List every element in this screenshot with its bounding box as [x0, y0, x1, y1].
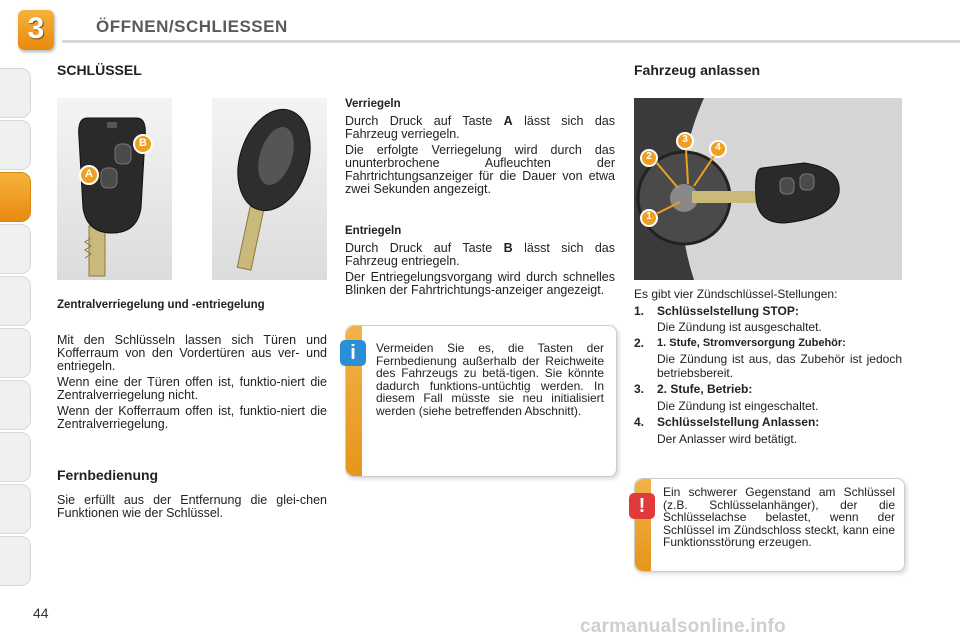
ignition-item-1-title: [657, 304, 902, 318]
fahrzeug-anlassen-heading: Fahrzeug anlassen: [634, 62, 761, 78]
item-4-number: 4.: [634, 415, 645, 429]
watermark: carmanualsonline.info: [580, 616, 786, 637]
ignition-marker-2: 2: [646, 151, 652, 162]
ignition-item-2-title: [657, 336, 907, 350]
page-number: 44: [33, 605, 49, 621]
warning-note-text: Ein schwerer Gegenstand am Schlüssel (z.B. Schlüsselanhänger), der die Schlüsselachse belastet, wenn der Schlüssel im Zündschloss steckt, kann eine Funktionsstörung erzeugen.: [663, 485, 895, 549]
plain-key-image: [212, 98, 327, 280]
chapter-tab-6[interactable]: [0, 328, 31, 378]
chapter-tab-1[interactable]: [0, 68, 31, 118]
item-1-number: 1.: [634, 304, 645, 318]
entriegeln-text-post: lässt sich das Fahrzeug entriegeln.: [345, 241, 615, 268]
chapter-title: ÖFFNEN/SCHLIESSEN: [96, 17, 288, 36]
ignition-item-1-num: [634, 304, 644, 318]
item-2-number: 2.: [634, 336, 645, 350]
ignition-item-2-desc: Die Zündung ist aus, das Zubehör ist jedoch betriebsbereit.: [657, 352, 902, 380]
entriegeln-heading: Entriegeln: [345, 225, 402, 237]
chapter-tab-9[interactable]: [0, 484, 31, 534]
fernbedienung-paragraph: Sie erfüllt aus der Entfernung die glei-chen Funktionen wie der Schlüssel.: [57, 493, 327, 520]
ignition-item-4-title: [657, 415, 902, 429]
remote-key-illustration: [57, 98, 172, 280]
ignition-item-2-num: [634, 336, 644, 350]
item-3-number: 3.: [634, 382, 645, 396]
item-2-title: 1. Stufe, Stromversorgung Zubehör:: [657, 337, 846, 349]
ignition-marker-4: 4: [715, 142, 721, 153]
entriegeln-key-b: B: [503, 241, 513, 255]
ignition-item-3-desc: Die Zündung ist eingeschaltet.: [657, 399, 819, 413]
verriegeln-text-post: lässt sich das Fahrzeug verriegeln.: [345, 114, 615, 141]
header-divider: [62, 40, 960, 43]
ignition-image: [634, 98, 902, 280]
verriegeln-paragraph-1: [345, 115, 615, 141]
verriegeln-paragraph-2: Die erfolgte Verriegelung wird durch das ununterbrochene Aufleuchten der Fahrtrichtungsanzeiger für die Dauer von etwa zwei Sekunden angezeigt.: [345, 143, 615, 196]
warning-icon: !: [629, 493, 655, 519]
chapter-tab-3-active[interactable]: [0, 172, 31, 222]
zentral-paragraph-1: Mit den Schlüsseln lassen sich Türen und Kofferraum von den Vordertüren aus ver- und entriegeln.: [57, 333, 327, 373]
key-button-label-b: B: [139, 137, 147, 149]
key-button-label-a: A: [85, 168, 93, 180]
ignition-item-1-desc: Die Zündung ist ausgeschaltet.: [657, 320, 822, 334]
entriegeln-paragraph-1: [345, 242, 615, 268]
chapter-tab-8[interactable]: [0, 432, 31, 482]
info-note: [345, 325, 617, 477]
fernbedienung-heading: Fernbedienung: [57, 467, 159, 483]
entriegeln-paragraph-2: Der Entriegelungsvorgang wird durch schnelles Blinken der Fahrtrichtungs-anzeiger angezeigt.: [345, 270, 615, 297]
entriegeln-text-pre: Durch Druck auf Taste: [345, 241, 504, 255]
ignition-marker-1: 1: [646, 211, 652, 222]
chapter-tab-7[interactable]: [0, 380, 31, 430]
section-heading-schluessel: SCHLÜSSEL: [57, 62, 142, 78]
remote-key-image: [57, 98, 172, 280]
chapter-tab-2[interactable]: [0, 120, 31, 170]
ignition-item-4-desc: Der Anlasser wird betätigt.: [657, 432, 798, 446]
ignition-marker-3: 3: [682, 134, 688, 145]
plain-key-illustration: [212, 98, 327, 280]
item-3-title: 2. Stufe, Betrieb:: [657, 382, 753, 396]
verriegeln-text-pre: Durch Druck auf Taste: [345, 114, 504, 128]
verriegeln-key-a: A: [503, 114, 513, 128]
zentral-paragraph-2: Wenn eine der Türen offen ist, funktio-niert die Zentralverriegelung nicht.: [57, 375, 327, 402]
ignition-item-3-num: [634, 382, 644, 396]
chapter-number: 3: [27, 12, 45, 45]
ignition-intro: Es gibt vier Zündschlüssel-Stellungen:: [634, 287, 838, 301]
info-icon: i: [340, 340, 366, 366]
zentral-heading: Zentralverriegelung und -entriegelung: [57, 299, 265, 311]
item-4-title: Schlüsselstellung Anlassen:: [657, 415, 820, 429]
ignition-illustration: [634, 98, 902, 280]
chapter-tab-4[interactable]: [0, 224, 31, 274]
warning-note: [634, 478, 905, 572]
ignition-item-4-num: [634, 415, 644, 429]
ignition-item-3-title: [657, 382, 902, 396]
item-1-title: Schlüsselstellung STOP:: [657, 304, 799, 318]
chapter-tab-5[interactable]: [0, 276, 31, 326]
chapter-tab-10[interactable]: [0, 536, 31, 586]
info-note-text: Vermeiden Sie es, die Tasten der Fernbedienung außerhalb der Reichweite des Fahrzeugs zu betä-tigen. Sie könnte dadurch funktions-untüchtig werden. In diesem Fall müsste sie neu initialisiert werden (siehe betreffenden Abschnitt).: [376, 341, 604, 418]
zentral-paragraph-3: Wenn der Kofferraum offen ist, funktio-niert die Zentralverriegelung.: [57, 404, 327, 431]
verriegeln-heading: Verriegeln: [345, 98, 401, 110]
